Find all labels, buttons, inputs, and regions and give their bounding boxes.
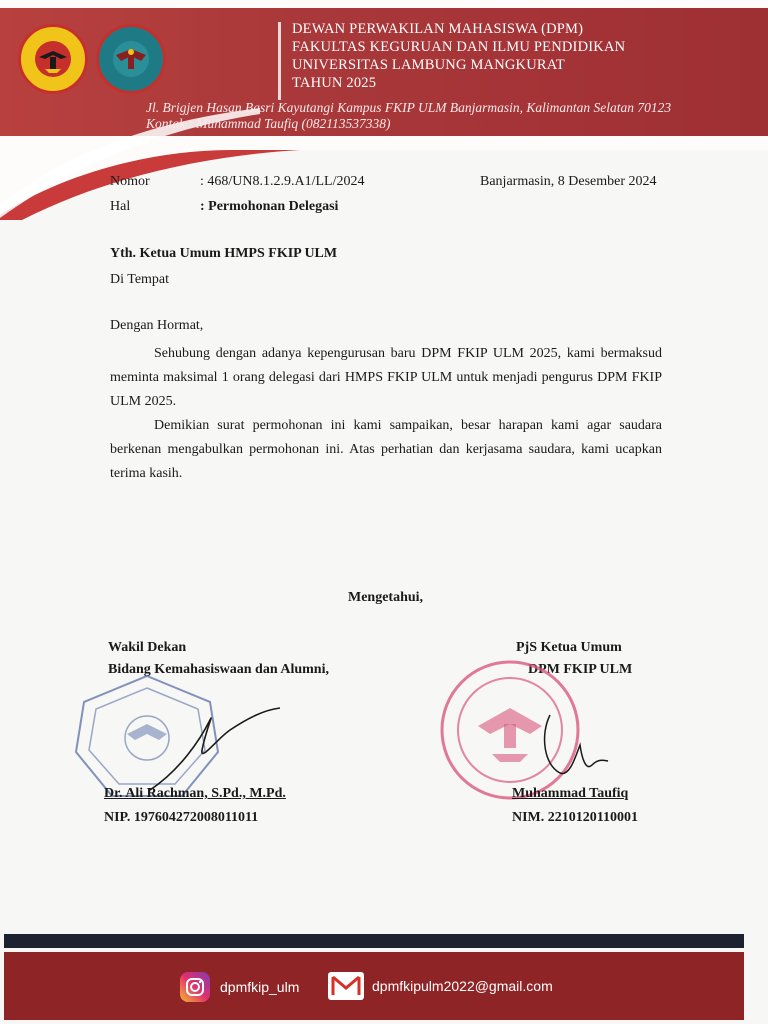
hal-label: Hal xyxy=(110,199,131,214)
letter-body xyxy=(110,342,662,486)
right-signer-nim: NIM. 2210120110001 xyxy=(512,810,638,825)
letterhead xyxy=(0,0,768,150)
letterhead-divider xyxy=(278,22,281,100)
org-line-4: TAHUN 2025 xyxy=(292,75,377,91)
left-signature-mark xyxy=(140,700,300,800)
hal-value: : Permohonan Delegasi xyxy=(200,199,339,214)
left-signer-name: Dr. Ali Rachman, S.Pd., M.Pd. xyxy=(104,786,286,801)
right-signature-mark xyxy=(530,705,620,785)
right-signer-name: Muhammad Taufiq xyxy=(512,786,629,801)
org-line-1: DEWAN PERWAKILAN MAHASISWA (DPM) xyxy=(292,21,584,37)
org-address: Jl. Brigjen Hasan Basri Kayutangi Kampus FKIP ULM Banjarmasin, Kalimantan Selatan 70123 xyxy=(146,100,672,115)
instagram-handle: dpmfkip_ulm xyxy=(220,979,300,995)
left-signer-nip: NIP. 197604272008011011 xyxy=(104,810,259,825)
recipient-location: Di Tempat xyxy=(110,272,170,287)
body-paragraph-1: Sehubung dengan adanya kepengurusan baru DPM FKIP ULM 2025, kami bermaksud meminta maksimal 1 orang delegasi dari HMPS FKIP ULM untuk menjadi pengurus DPM FKIP ULM 2025. xyxy=(110,346,662,409)
org-line-3: UNIVERSITAS LAMBUNG MANGKURAT xyxy=(292,57,565,73)
email-contact xyxy=(328,972,553,1000)
organization-name xyxy=(292,20,625,92)
footer-stripe xyxy=(4,934,744,948)
org-line-2: FAKULTAS KEGURUAN DAN ILMU PENDIDIKAN xyxy=(292,39,626,55)
instagram-icon xyxy=(180,972,210,1002)
left-signer-title-1: Wakil Dekan xyxy=(108,640,187,655)
ulm-logo xyxy=(18,24,88,94)
org-address-block xyxy=(146,100,671,132)
acknowledged-label: Mengetahui, xyxy=(348,590,424,605)
nomor-label: Nomor xyxy=(110,174,150,189)
greeting: Dengan Hormat, xyxy=(110,318,204,333)
right-signer-title-2: DPM FKIP ULM xyxy=(528,662,633,677)
place-date: Banjarmasin, 8 Desember 2024 xyxy=(480,174,657,189)
body-paragraph-2: Demikian surat permohonan ini kami sampaikan, besar harapan kami agar saudara berkenan mengabulkan permohonan ini. Atas perhatian dan kerjasama saudara, kami ucapkan terima kasih. xyxy=(110,418,662,481)
fkip-logo xyxy=(96,24,166,94)
org-contact: Kontak : Muhammad Taufiq (082113537338) xyxy=(146,116,391,131)
left-signer-title-2: Bidang Kemahasiswaan dan Alumni, xyxy=(108,662,329,677)
instagram-contact xyxy=(180,972,299,1002)
nomor-value: : 468/UN8.1.2.9.A1/LL/2024 xyxy=(200,174,365,189)
email-icon xyxy=(328,972,364,1000)
email-address: dpmfkipulm2022@gmail.com xyxy=(372,978,553,994)
recipient: Yth. Ketua Umum HMPS FKIP ULM xyxy=(110,246,338,261)
right-signer-title-1: PjS Ketua Umum xyxy=(516,640,622,655)
